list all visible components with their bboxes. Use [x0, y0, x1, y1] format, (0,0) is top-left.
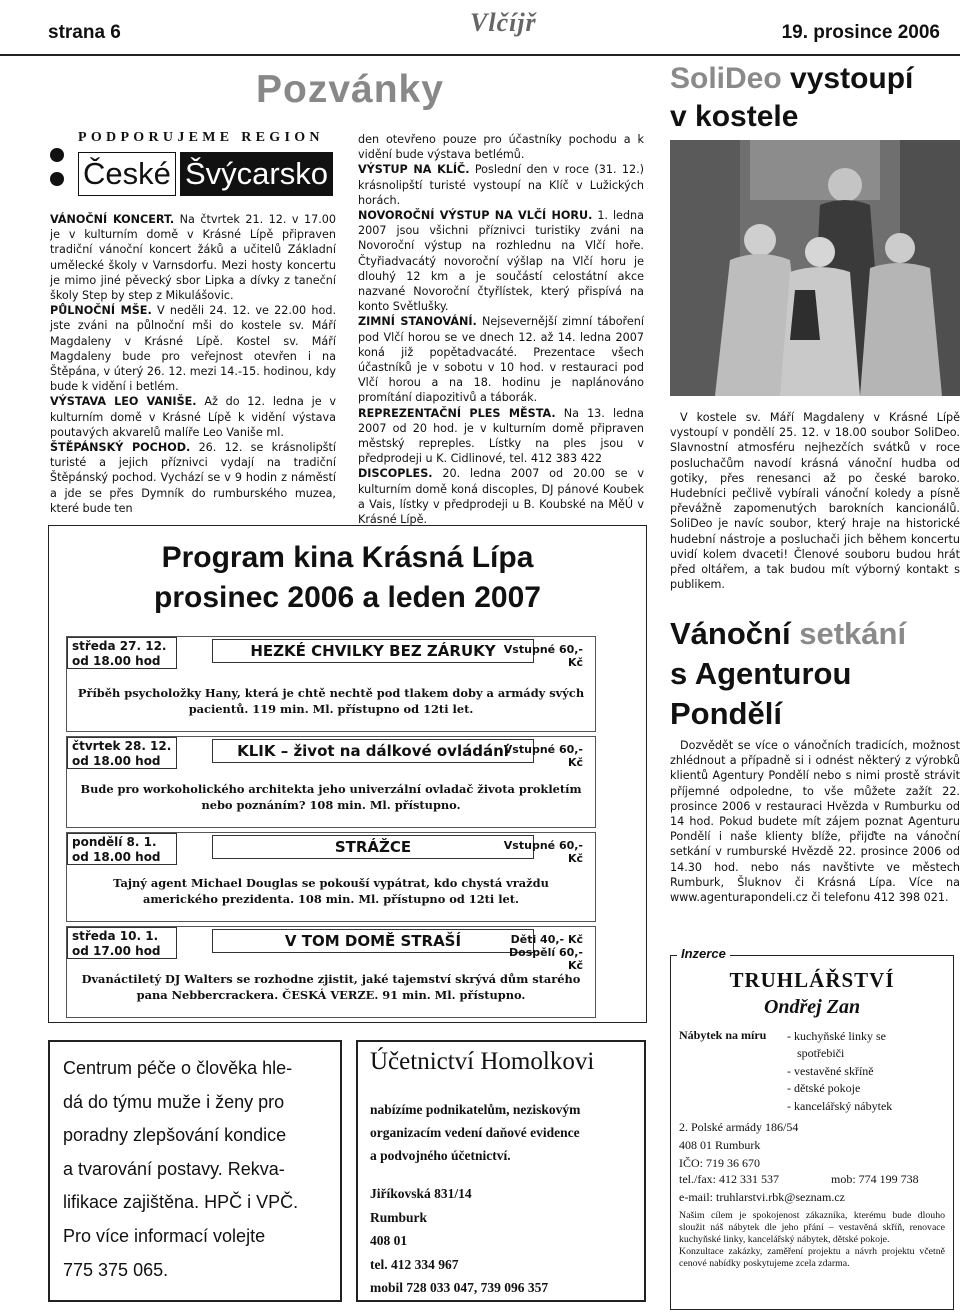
ad-line: Pro více informací volejte: [63, 1225, 266, 1246]
ad-centrum-text: [63, 1052, 298, 1287]
kino-title-line2: prosinec 2006 a leden 2007: [154, 581, 541, 614]
ad-ucetnictvi-address: [370, 1182, 548, 1300]
paragraph-text: 1. ledna 2007 jsou všichni příznivci turistiky zváni na Novoroční výstup na rozhlednu na Vlčí hoře. Čtyřiadvacátý novoroční výšlap na Vlčí horu je dlouhý 12 km a je součástí celostátní akce nazvané Novoroční čtyřlístek, který přispívá na konto Světlušky.: [358, 209, 644, 314]
setkani-title-part2: setkání: [799, 616, 907, 651]
address-line: 2. Polské armády 186/54: [679, 1120, 799, 1134]
region-logo: [50, 130, 340, 200]
paragraph-heading: DISCOPLES.: [358, 467, 433, 481]
solideo-photo: [670, 140, 960, 396]
paragraph-text: Na čtvrtek 21. 12. v 17.00 je v kulturním domě v Krásné Lípě připraven tradiční vánoční koncert žáků a učitelů Základní umělecké školy v Varnsdorfu. Mezi hosty koncertu je mimo jiné pěvecký sbor Lipka a dívky z taneční školy Step by step z Mikulášovic.: [50, 213, 336, 303]
nabytek-items: [787, 1028, 892, 1115]
region-logo-left: České: [78, 152, 176, 196]
nabytek-item: - kancelářský nábytek: [787, 1098, 893, 1113]
kino-film-row: [66, 736, 596, 828]
kino-title-line1: Program kina Krásná Lípa: [161, 541, 534, 574]
note-paragraph: Našim cílem je spokojenost zákazníka, kterému bude dlouho sloužit náš nábytek dle jeho přání – vestavěná skříň, renovace kuchyňské linky, kancelářský nábytek, dětské pokoje.: [679, 1210, 945, 1245]
note-paragraph: Konzultace zakázky, zaměření projektu a návrh projektu včetně cenové nabídky poskytujeme zcela zdarma.: [679, 1246, 945, 1269]
paragraph-text: 20. ledna 2007 od 20.00 se v kulturním domě koná discoples, DJ pánové Koubek a Vais, lístky v předprodeji u B. Koubské na MěÚ v Krásné Lípě.: [358, 467, 644, 527]
nabytek-item: - vestavěné skříně: [787, 1063, 874, 1078]
address-line: 408 01: [370, 1233, 408, 1248]
article-paragraph: [358, 406, 644, 467]
address-line: 408 01 Rumburk: [679, 1138, 761, 1152]
address-line: mobil 728 033 047, 739 096 357: [370, 1280, 549, 1295]
film-date: středa 10. 1. od 17.00 hod: [67, 927, 177, 959]
header-rule: [0, 54, 960, 56]
paragraph-heading: VÝSTUP NA KLÍČ.: [358, 163, 470, 177]
nabytek-item: - kuchyňské linky se: [787, 1029, 886, 1043]
truhlarstvi-note: [679, 1210, 945, 1270]
article-paragraph: [358, 162, 644, 208]
film-title: STRÁŽCE: [212, 835, 534, 859]
region-tagline: PODPORUJEME REGION: [78, 130, 324, 145]
paragraph-text: Nejsevernější zimní táboření pod Vlčí horou se ve dnech 12. až 14. ledna 2007 koná již popětadvacáté. Prezentace všech účastníků je v sobotu v 10 hod. v restauraci pod Vlčí horou a na 18. hodinu je naplánováno promítání diapozitivů a táborák.: [358, 315, 644, 405]
truhlarstvi-title: TRUHLÁŘSTVÍ: [729, 968, 895, 992]
film-price: Vstupné 60,- Kč: [503, 643, 583, 669]
paragraph-heading: NOVOROČNÍ VÝSTUP NA VLČÍ HORU.: [358, 209, 593, 223]
kino-film-row: [66, 926, 596, 1018]
ad-line: lifikace zajištěna. HPČ i VPČ.: [63, 1192, 299, 1213]
truhlarstvi-mob: mob: 774 199 738: [831, 1172, 919, 1186]
pozvanky-column-1: [50, 212, 336, 516]
ad-line: a podvojného účetnictví.: [370, 1148, 511, 1163]
ad-line: dá do týmu muže i ženy pro: [63, 1091, 285, 1112]
article-paragraph: [50, 440, 336, 516]
article-paragraph: [358, 466, 644, 527]
page-number: strana 6: [48, 22, 121, 43]
article-paragraph: [50, 394, 336, 440]
truhlarstvi-telfax: tel./fax: 412 331 537: [679, 1172, 779, 1186]
paragraph-heading: ZIMNÍ STANOVÁNÍ.: [358, 315, 477, 329]
paragraph-text: V neděli 24. 12. ve 22.00 hod. jste zváni na půlnoční mši do kostele sv. Máří Magdaleny v Krásné Lípě. Kostel sv. Máří Magdaleny bude pro veřejnost otevřen i na Štěpána, v úterý 26. 12. mezi 14.-15. hodinou, kdy bude k vidění i betlém.: [50, 304, 337, 394]
ad-line: organizacím vedení daňové evidence: [370, 1125, 580, 1140]
solideo-headline: [670, 60, 960, 136]
region-logo-right: Švýcarsko: [180, 152, 333, 196]
paragraph-heading: ŠTĚPÁNSKÝ POCHOD.: [50, 441, 191, 455]
setkani-title-line3: Pondělí: [670, 696, 782, 731]
film-description: Bude pro workoholického architekta jeho univerzální ovladač života prokletím nebo poznáním? 108 min. Ml. přístupno.: [80, 782, 582, 812]
paragraph-heading: VÁNOČNÍ KONCERT.: [50, 213, 175, 226]
solideo-title-part1: SoliDeo: [670, 62, 782, 95]
section-title: Pozvánky: [256, 68, 444, 111]
setkani-headline: [670, 614, 960, 734]
setkani-title-line2: s Agenturou: [670, 656, 852, 691]
ad-line: poradny zlepšování kondice: [63, 1125, 287, 1146]
film-description: Dvanáctiletý DJ Walters se rozhodne zjistit, jaké tajemství skrývá dům starého pana Nebbercrackera. ČESKÁ VERZE. 91 min. Ml. přístupno.: [81, 972, 581, 1002]
kino-film-row: [66, 832, 596, 922]
ad-line: a tvarování postavy. Rekva-: [63, 1158, 285, 1179]
paragraph-heading: PŮLNOČNÍ MŠE.: [50, 304, 152, 318]
address-line: IČO: 719 36 670: [679, 1156, 760, 1170]
solideo-title-part2: vystoupí: [790, 62, 914, 95]
ad-ucetnictvi-title: Účetnictví Homolkovi: [370, 1048, 595, 1075]
nabytek-label: Nábytek na míru: [679, 1028, 767, 1042]
film-date: středa 27. 12. od 18.00 hod: [67, 637, 177, 669]
ad-ucetnictvi-text: [370, 1098, 580, 1167]
film-description: Příběh psycholožky Hany, která je chtě nechtě pod tlakem doby a armády svých pacientů. 119 min. Ml. přístupno od 12ti let.: [77, 686, 585, 716]
film-date: čtvrtek 28. 12. od 18.00 hod: [67, 737, 177, 769]
kino-film-row: [66, 636, 596, 732]
solideo-body: V kostele sv. Máří Magdaleny v Krásné Lípě vystoupí v pondělí 25. 12. v 18.00 soubor SoliDeo. Slavnostní atmosféru nejhezčích svátků v roce posluchačům navodí krásná vánoční hudba od gotiky, přes renesanci až po české baroko. Hudebníci pečlivě vybírali vánoční koledy a písně převážně zapomenutých barokních kancionálů. SoliDeo je navíc soubor, který hraje na historické hudební nástroje a posluchači jich během koncertu uvidí kolem dvaceti! Členové souboru budou hrát před oltářem, a tak budou mít výborný kontakt s publikem.: [670, 411, 960, 592]
kino-title: [49, 538, 646, 618]
paragraph-text: Až do 12. ledna je v kulturním domě v Krásné Lípě k vidění výstava poutavých akvarelů malíře Leo Vaniše ml.: [50, 395, 337, 439]
issue-date: 19. prosince 2006: [781, 22, 940, 43]
ad-centrum-box: [48, 1040, 342, 1302]
solideo-photo-image: [670, 140, 960, 396]
pozvanky-column-2: [358, 132, 644, 527]
film-title: KLIK – život na dálkové ovládání: [212, 739, 534, 763]
ad-ucetnictvi-box: [356, 1040, 646, 1302]
inzerce-label: Inzerce: [677, 946, 730, 961]
paragraph-heading: REPREZENTAČNÍ PLES MĚSTA.: [358, 406, 556, 420]
film-price: Vstupné 60,- Kč: [503, 743, 583, 769]
truhlarstvi-address: [679, 1118, 798, 1172]
paragraph-text: 26. 12. se krásnolipští turisté a jejich příznivci vydají na tradiční Štěpánský pochod. Vychází se v 9 hodin z náměstí a jde se přes Dymník do rumburského muzea, které bude ten: [50, 441, 336, 515]
ad-line: 775 375 065.: [63, 1259, 169, 1280]
article-paragraph: [50, 303, 336, 394]
article-paragraph: [358, 314, 644, 405]
inzerce-box: [670, 946, 954, 1310]
region-logo-dot-icon: [50, 148, 64, 162]
article-paragraph: [358, 132, 644, 162]
film-title: V TOM DOMĚ STRAŠÍ: [212, 929, 534, 953]
address-line: Rumburk: [370, 1209, 428, 1225]
paragraph-text: Na 13. ledna 2007 od 20 hod. je v kulturním domě připraven městský repreples. Lístky na ples jsou v předprodeji u K. Cidlinové, tel. 412 383 422: [358, 406, 645, 466]
film-title: HEZKÉ CHVILKY BEZ ZÁRUKY: [212, 639, 534, 663]
film-price: Vstupné 60,- Kč: [503, 839, 583, 865]
address-line: Jiříkovská 831/14: [370, 1186, 472, 1201]
truhlarstvi-subtitle: Ondřej Zan: [763, 996, 861, 1018]
article-paragraph: [50, 212, 336, 303]
paragraph-text: Poslední den v roce (31. 12.) krásnolipští turisté vystoupí na Klíč v Lužických horách.: [358, 163, 644, 207]
setkani-body: Dozvědět se více o vánočních tradicích, možnost zhlédnout a případně si i odnést některý z výrobků klientů Agentury Pondělí nebo s nimi prostě strávit příjemné odpoledne, to vše můžete zažít 22. prosince 2006 v restauraci Hvězda v Rumburku od 14 hod. Pokud budete mít zájem poznat Agenturu Pondělí i naše klienty blíže, přijďte na vánoční setkání v rumburské Hvězdě 22. prosince 2006 od 14.30 hod. nebo nás navštivte ve městech Rumburk, Šluknov či Krásná Lípa. Více na www.agenturapondeli.cz či telefonu 412 398 021.: [670, 739, 960, 905]
nabytek-item: spotřebiči: [797, 1046, 845, 1061]
paragraph-heading: VÝSTAVA LEO VANIŠE.: [50, 395, 197, 409]
ad-line: Centrum péče o člověka hle-: [63, 1058, 293, 1078]
address-line: tel. 412 334 967: [370, 1256, 459, 1272]
masthead-logo: Vlčíjř: [470, 8, 537, 37]
ad-line: nabízíme podnikatelům, neziskovým: [370, 1102, 581, 1117]
nabytek-item: - dětské pokoje: [787, 1081, 861, 1096]
paragraph-text: den otevřeno pouze pro účastníky pochodu a k vidění bude výstava betlémů.: [358, 133, 644, 162]
film-date: pondělí 8. 1. od 18.00 hod: [67, 833, 177, 865]
film-price: Děti 40,- Kč Dospělí 60,- Kč: [509, 933, 583, 972]
region-logo-dot-icon: [50, 172, 64, 186]
truhlarstvi-email: e-mail: truhlarstvi.rbk@seznam.cz: [679, 1190, 845, 1204]
film-description: Tajný agent Michael Douglas se pokouší vypátrat, kdo chystá vraždu amerického prezidenta. 108 min. Ml. přístupno od 12ti let.: [113, 876, 549, 906]
solideo-title-line2: v kostele: [670, 100, 799, 133]
article-paragraph: [358, 208, 644, 314]
setkani-title-part1: Vánoční: [670, 616, 791, 651]
